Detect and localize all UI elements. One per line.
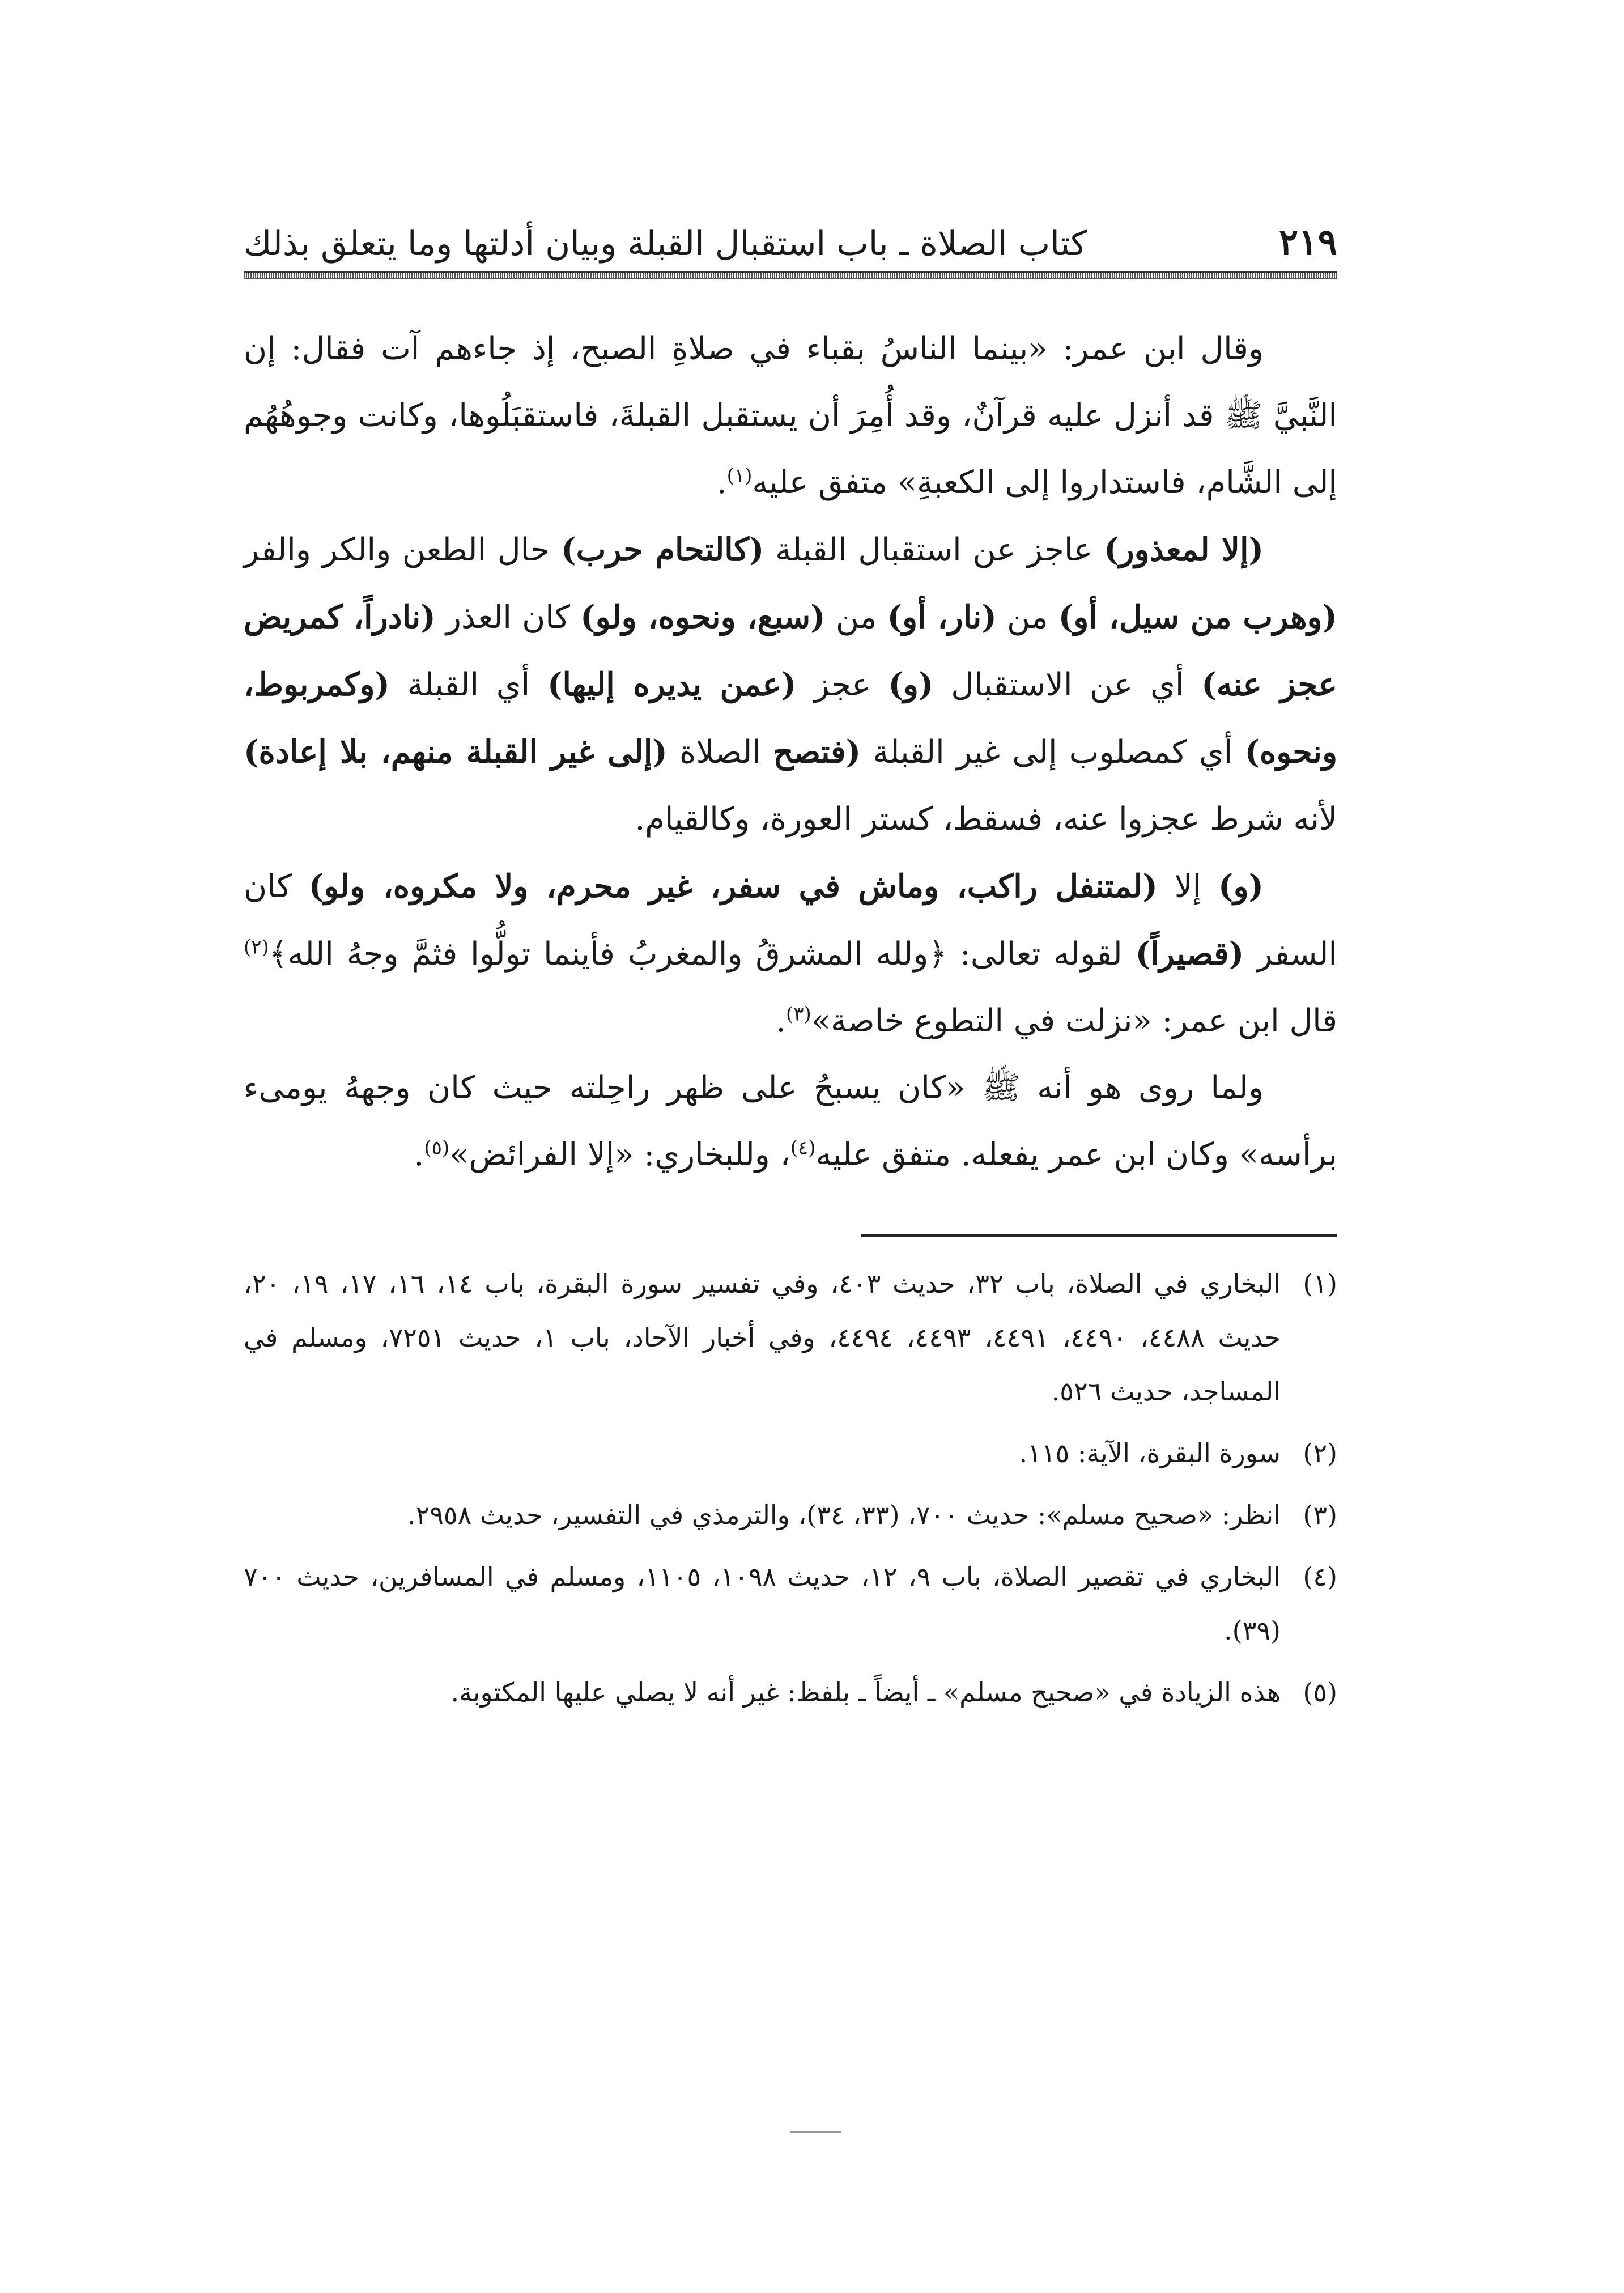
footnote-number: (٥) xyxy=(1303,1677,1337,1708)
sharh-1: عاجز عن استقبال القبلة xyxy=(764,532,1104,568)
p3-end: . xyxy=(776,1003,786,1039)
footnote-text: سورة البقرة، الآية: ١١٥. xyxy=(1019,1438,1281,1468)
matn-7: (و) xyxy=(888,666,934,703)
sharh-15: قال ابن عمر: «نزلت في التطوع خاصة» xyxy=(811,1003,1337,1039)
footnote-2 xyxy=(244,1426,1337,1480)
footnote-ref-4: (٤) xyxy=(790,1136,816,1160)
matn-5: (سبع، ونحوه، ولو) xyxy=(580,598,826,636)
matn-10: (فتصح xyxy=(773,733,861,771)
sharh-13: كان السفر xyxy=(244,868,1338,973)
sharh-7: عجز xyxy=(796,666,888,703)
sharh-11: لأنه شرط عجزوا عنه، فسقط، كستر العورة، وكالقيام. xyxy=(635,801,1337,838)
footnote-ref-3: (٣) xyxy=(785,1003,811,1026)
main-text xyxy=(244,316,1337,1188)
matn-12: (و) xyxy=(1218,868,1264,905)
matn-9: (وكمربوط، ونحوه) xyxy=(244,666,1337,771)
sharh-6: أي عن الاستقبال xyxy=(933,666,1202,703)
sharh-8: أي القبلة xyxy=(389,666,547,703)
footnote-text: البخاري في تقصير الصلاة، باب ٩، ١٢، حديث ١٠٩٨، ١١٠٥، ومسلم في المسافرين، حديث ٧٠٠ (٣٩). xyxy=(244,1561,1281,1646)
p4-text-a: ولما روى هو أنه ﷺ «كان يسبحُ على ظهر راحِلته حيث كان وجههُ يومىء برأسه» وكان ابن عمر يفعله. متفق عليه xyxy=(244,1069,1337,1173)
running-title: كتاب الصلاة ـ باب استقبال القبلة وبيان أدلتها وما يتعلق بذلك xyxy=(244,224,1087,264)
book-page xyxy=(244,198,1337,1727)
sharh-5: كان العذر xyxy=(435,599,581,636)
page-number: ٢١٩ xyxy=(1278,221,1337,264)
paragraph-1 xyxy=(244,316,1337,516)
matn-2: (كالتحام حرب) xyxy=(561,531,764,568)
footnote-1 xyxy=(244,1257,1337,1419)
sharh-9: أي كمصلوب إلى غير القبلة xyxy=(861,734,1245,771)
footnote-number: (٢) xyxy=(1303,1438,1337,1468)
sharh-14: لقوله تعالى: ﴿ولله المشرقُ والمغربُ فأينما تولُّوا فثمَّ وجهُ الله﴾ xyxy=(269,936,1136,973)
sharh-4: من xyxy=(825,599,887,636)
footnote-text: هذه الزيادة في «صحيح مسلم» ـ أيضاً ـ بلفظ: غير أنه لا يصلي عليها المكتوبة. xyxy=(450,1677,1281,1708)
header-divider xyxy=(244,271,1337,279)
page-header xyxy=(244,198,1337,264)
p4-end: . xyxy=(414,1136,424,1173)
sharh-2: حال الطعن والكر والفر xyxy=(244,532,562,568)
matn-11: (إلى غير القبلة منهم، بلا إعادة) xyxy=(244,733,668,771)
footnote-ref-5: (٥) xyxy=(424,1136,450,1160)
footnote-divider xyxy=(861,1234,1337,1237)
matn-4: (نار، أو) xyxy=(887,598,997,636)
paragraph-2 xyxy=(244,516,1337,853)
footnote-text: انظر: «صحيح مسلم»: حديث ٧٠٠، (٣٣، ٣٤)، والترمذي في التفسير، حديث ٢٩٥٨. xyxy=(407,1500,1281,1530)
matn-14: (قصيراً) xyxy=(1135,935,1244,973)
matn-6: (نادراً، كمريض عجز عنه) xyxy=(244,598,1337,703)
paragraph-4 xyxy=(244,1055,1337,1188)
footnote-4 xyxy=(244,1550,1337,1658)
paragraph-3 xyxy=(244,853,1337,1055)
matn-1: (إلا لمعذور) xyxy=(1104,531,1264,568)
sharh-3: من xyxy=(996,599,1058,636)
footnote-3 xyxy=(244,1488,1337,1542)
p4-text-b: ، وللبخاري: «إلا الفرائض» xyxy=(449,1136,790,1173)
footnote-number: (١) xyxy=(1303,1268,1337,1299)
p1-text: وقال ابن عمر: «بينما الناسُ بقباء في صلاةِ الصبح، إذ جاءهم آت فقال: إن النَّبيَّ ﷺ قد أنزل عليه قرآنٌ، وقد أُمِرَ أن يستقبل القبلةَ، فاستقبَلُوها، وكانت وجوهُهُم إلى الشَّام، فاستداروا إلى الكعبةِ» متفق عليه xyxy=(244,330,1337,501)
matn-3: (وهرب من سيل، أو) xyxy=(1058,598,1338,636)
footnote-ref-1: (١) xyxy=(726,464,753,487)
sharh-10: الصلاة xyxy=(667,734,773,771)
footnote-number: (٤) xyxy=(1303,1561,1337,1592)
p1-end: . xyxy=(716,464,727,501)
matn-13: (لمتنفل راكب، وماش في سفر، غير محرم، ولا مكروه، ولو) xyxy=(308,868,1158,905)
sharh-12: إلا xyxy=(1157,868,1218,905)
footnote-text: البخاري في الصلاة، باب ٣٢، حديث ٤٠٣، وفي تفسير سورة البقرة، باب ١٤، ١٦، ١٧، ١٩، ٢٠، حديث ٤٤٨٨، ٤٤٩٠، ٤٤٩١، ٤٤٩٣، ٤٤٩٤، وفي أخبار الآحاد، باب ١، حديث ٧٢٥١، ومسلم في المساجد، حديث ٥٢٦. xyxy=(244,1268,1281,1407)
footnotes xyxy=(244,1257,1337,1719)
footnote-ref-2: (٢) xyxy=(244,936,269,959)
bottom-mark xyxy=(790,2131,841,2133)
footnote-number: (٣) xyxy=(1303,1500,1337,1530)
footnote-5 xyxy=(244,1666,1337,1719)
matn-8: (عمن يديره إليها) xyxy=(547,666,797,703)
